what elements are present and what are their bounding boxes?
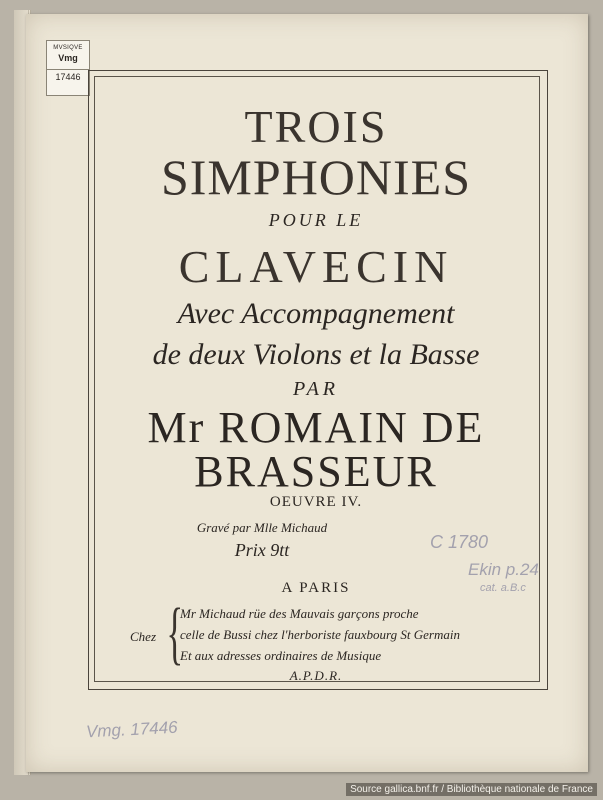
catalog-label-number: 17446 <box>47 69 89 82</box>
pencil-date-note: C 1780 <box>430 532 489 552</box>
pencil-reference-note: Ekin p.24 <box>468 560 539 579</box>
title-par: PAR <box>292 378 340 400</box>
publisher-address-1: Mr Michaud rüe des Mauvais garçons proche <box>180 606 419 621</box>
catalog-label <box>46 40 90 96</box>
title-trois: TROIS <box>244 101 388 152</box>
catalog-label-collection: MVSIQVE <box>53 45 83 51</box>
composer-line1: Mr ROMAIN DE <box>147 403 485 452</box>
publisher-address-3: Et aux adresses ordinaires de Musique <box>180 648 382 663</box>
title-pour-le: POUR LE <box>268 210 364 230</box>
publisher-chez: Chez <box>130 629 156 644</box>
opus-number: OEUVRE IV. <box>269 494 363 510</box>
brace-icon: { <box>166 595 184 672</box>
city: A PARIS <box>281 580 351 596</box>
composer-line2: BRASSEUR <box>194 447 438 496</box>
title-avec: Avec Accompagnement <box>177 297 455 330</box>
catalog-label-series: Vmg <box>58 53 78 63</box>
source-footer: Source gallica.bnf.fr / Bibliothèque nationale de France <box>346 783 597 796</box>
price: Prix 9tt <box>234 540 290 560</box>
title-clavecin: CLAVECIN <box>178 241 454 292</box>
title-deux-violons: de deux Violons et la Basse <box>152 338 480 371</box>
engraver-credit: Gravé par Mlle Michaud <box>196 520 328 535</box>
publisher-address-2: celle de Bussi chez l'herboriste fauxbourg St Germain <box>180 627 460 642</box>
pencil-reference-note-2: cat. a.B.c <box>480 582 526 594</box>
title-simphonies: SIMPHONIES <box>160 149 472 205</box>
privilege-mark: A.P.D.R. <box>289 668 343 683</box>
pencil-shelfmark: Vmg. 17446 <box>85 717 179 742</box>
